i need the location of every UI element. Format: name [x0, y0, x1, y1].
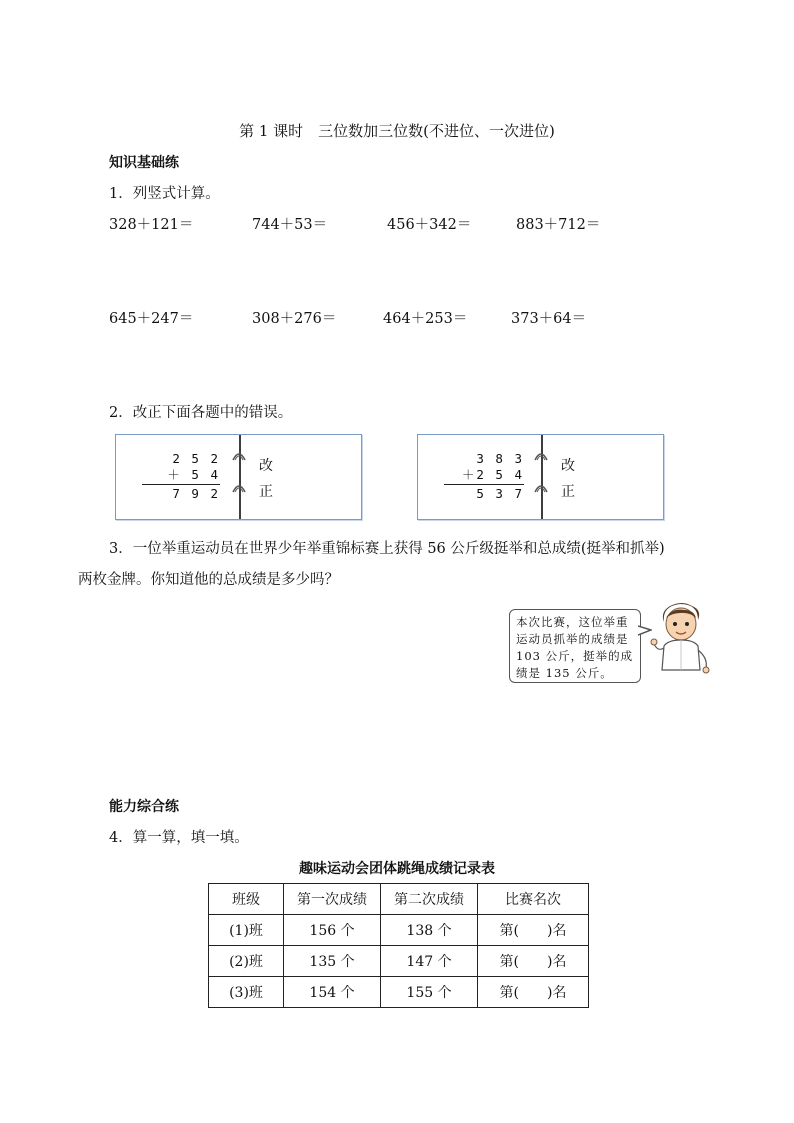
table-cell: 156 个	[284, 915, 381, 946]
table-header-row	[209, 884, 589, 915]
table-cell: 147 个	[381, 946, 478, 977]
rank-blank: 第( )名	[478, 946, 589, 977]
table-cell: (2)班	[209, 946, 284, 977]
table-title: 趣味运动会团体跳绳成绩记录表	[299, 861, 495, 877]
sum-line	[444, 484, 524, 485]
speech-bubble: 本次比赛，这位举重运动员抓举的成绩是 103 公斤，挺举的成绩是 135 公斤。	[509, 609, 641, 683]
equation: 373＋64＝	[511, 311, 587, 327]
ring-icon	[534, 483, 548, 493]
rank-blank: 第( )名	[478, 915, 589, 946]
column-header: 比赛名次	[478, 884, 589, 915]
question-3-line-1: 3．一位举重运动员在世界少年举重锦标赛上获得 56 公斤级挺举和总成绩(挺举和抓举)	[109, 541, 665, 557]
correction-label: 正	[259, 484, 273, 500]
wrong-sum: 5 3 7	[476, 486, 524, 501]
addend-2: ＋2 5 4	[461, 467, 524, 482]
correction-label: 正	[561, 484, 575, 500]
equation: 456＋342＝	[387, 217, 472, 233]
table-cell: 154 个	[284, 977, 381, 1008]
column-header: 第二次成绩	[381, 884, 478, 915]
equation: 883＋712＝	[516, 217, 601, 233]
rank-blank: 第( )名	[478, 977, 589, 1008]
correction-card-1	[115, 434, 362, 520]
table-row	[209, 977, 589, 1008]
binding-spine	[239, 435, 241, 519]
addend-1: 3 8 3	[476, 451, 524, 466]
correction-label: 改	[259, 458, 273, 474]
table-cell: 155 个	[381, 977, 478, 1008]
addend-2: ＋ 5 4	[167, 467, 220, 482]
table-cell: (3)班	[209, 977, 284, 1008]
correction-card-2	[417, 434, 664, 520]
question-4-text: 4．算一算，填一填。	[109, 830, 249, 846]
boy-illustration	[650, 600, 712, 674]
page-title: 第 1 课时 三位数加三位数(不进位、一次进位)	[239, 122, 555, 140]
equation: 328＋121＝	[109, 217, 194, 233]
column-header: 第一次成绩	[284, 884, 381, 915]
section-heading-basic: 知识基础练	[109, 155, 179, 171]
question-2-text: 2．改正下面各题中的错误。	[109, 405, 293, 421]
correction-label: 改	[561, 458, 575, 474]
sum-line	[142, 484, 220, 485]
column-header: 班级	[209, 884, 284, 915]
score-table	[208, 883, 589, 1008]
table-cell: 135 个	[284, 946, 381, 977]
equation: 464＋253＝	[383, 311, 468, 327]
equation: 645＋247＝	[109, 311, 194, 327]
vertical-calculation	[142, 451, 220, 502]
binding-spine	[541, 435, 543, 519]
section-heading-ability: 能力综合练	[109, 799, 179, 815]
question-3-line-2: 两枚金牌。你知道他的总成绩是多少吗？	[78, 572, 339, 588]
table-row	[209, 946, 589, 977]
table-row	[209, 915, 589, 946]
wrong-sum: 7 9 2	[172, 486, 220, 501]
table-cell: 138 个	[381, 915, 478, 946]
addend-1: 2 5 2	[172, 451, 220, 466]
ring-icon	[232, 483, 246, 493]
vertical-calculation	[444, 451, 524, 502]
question-1-text: 1．列竖式计算。	[109, 186, 220, 202]
equation: 308＋276＝	[252, 311, 337, 327]
equation: 744＋53＝	[252, 217, 328, 233]
ring-icon	[232, 451, 246, 461]
table-cell: (1)班	[209, 915, 284, 946]
ring-icon	[534, 451, 548, 461]
